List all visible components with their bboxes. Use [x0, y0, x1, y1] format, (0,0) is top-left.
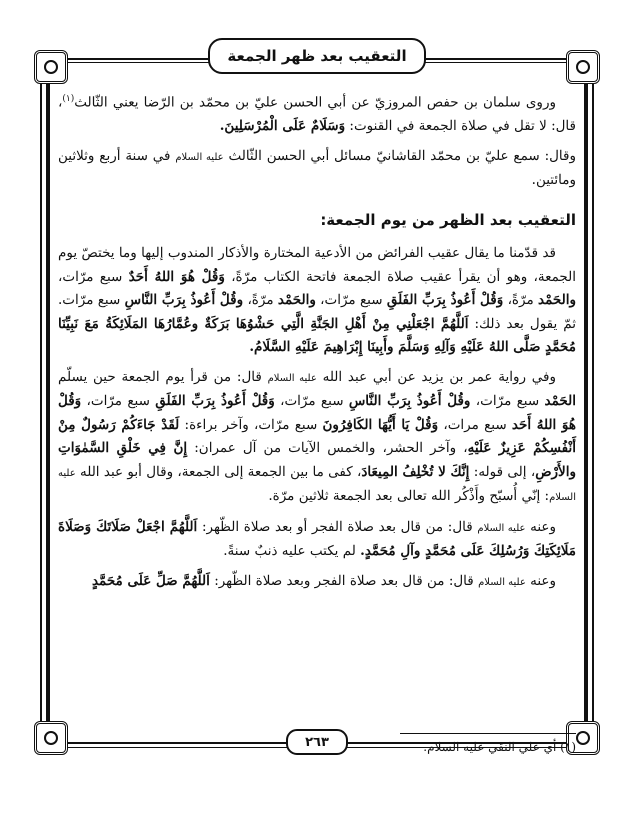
paragraph [58, 570, 576, 595]
text: سبع مرّات، [86, 393, 150, 409]
paragraph [58, 88, 576, 139]
text: قال: من قرأ يوم الجمعة حين يسلّم [58, 368, 262, 385]
text: : [544, 488, 550, 504]
ornament-corner-icon [566, 50, 600, 84]
paragraph [58, 516, 576, 564]
quote: والحَمْد [277, 292, 316, 308]
honorific-glyph: عليه السلام [477, 522, 526, 534]
text: قال: من قال بعد صلاة الفجر أو بعد صلاة الظّهر: [201, 518, 473, 535]
quote: الحَمْد [544, 393, 576, 409]
text: سبع مرّات. ثمّ يقول بعد ذلك: [58, 292, 576, 332]
ornament-corner-icon [34, 50, 68, 84]
quote: وَقُلْ هُوَ اللهُ أَحَد [58, 393, 577, 433]
honorific-glyph: عليه السلام [267, 372, 317, 384]
honorific-glyph: عليه السلام [478, 576, 526, 588]
text: سبع مرّات، [58, 268, 123, 285]
text: سبع مرّات، وآخر براءة: [184, 416, 318, 433]
quote: إِنَّكَ لا تُخْلِفُ المِيعَادَ [361, 463, 470, 480]
footnote-text: أي علي النقي عليه السلام. [423, 740, 557, 754]
quote: وقُلْ أَعُوذُ بِرَبِّ النَّاسِ [348, 393, 471, 409]
quote: وَقُلْ أَعُوذُ بِرَبِّ الفَلَقِ [155, 393, 275, 409]
footnote-ref[interactable]: (١) [62, 94, 75, 104]
text: وعنه [530, 572, 556, 589]
frame-right-border [584, 62, 594, 739]
paragraph [58, 242, 576, 360]
section-heading: التعقيب بعد الظهر من يوم الجمعة: [320, 210, 576, 229]
quote: إنّي أُسبّح وأَذْكُر الله تعالى بعد الجمعة ثلاثين مرّة. [268, 488, 541, 504]
text: سبع مرّات، [320, 292, 383, 308]
quote: وَقُلْ يَا أَيُّهَا الكَافِرُونَ [322, 416, 439, 433]
text: سبع مرّات، [475, 393, 540, 409]
quote: وَسَلَامٌ عَلَى الْمُرْسَلِينَ. [219, 118, 346, 134]
quote: وقُلْ أَعُوذُ بِرَبِّ النَّاسِ [124, 292, 244, 308]
text: ، كفى ما بين الجمعة إلى الجمعة، وقال أبو عبد الله [79, 463, 362, 480]
frame-left-border [40, 62, 50, 739]
text: ، قال: لا تقل في صلاة الجمعة في القنوت: [58, 94, 576, 134]
header-title: التعقيب بعد ظهر الجمعة [227, 47, 407, 65]
text: في سنة أربع وثلاثين ومائتين. [58, 147, 576, 188]
text: مرّةً، [247, 292, 274, 308]
text: وعنه [530, 518, 557, 535]
quote: إِنَّ فِي خَلْقِ السَّمٰوَاتِ والأَرْضِ [58, 440, 577, 480]
footnote-marker: (١) [560, 740, 576, 754]
text: لم يكتب عليه ذنبٌ سنةً. [223, 543, 356, 559]
text: سبع مرات، [443, 416, 507, 433]
text: سبع مرّات، [280, 393, 344, 409]
page-number: ٢٦٣ [305, 734, 329, 750]
text: قال: من قال بعد صلاة الفجر وبعد صلاة الظّهر: [214, 572, 474, 589]
quote: والحَمْد [537, 292, 576, 308]
paragraph [58, 145, 576, 193]
quote: وَقُلْ أَعُوذُ بِرَبِّ الفَلَقِ [386, 292, 504, 308]
quote: اَللَّهُمَّ صَلِّ عَلَى مُحَمَّدٍ [91, 572, 210, 589]
footnote-separator [400, 733, 576, 734]
paragraph [58, 366, 576, 510]
quote: اَللَّهُمَّ اجْعَلْنِي مِنْ أَهْلِ الجَنَّةِ الَّتِي حَشْوُهَا بَرَكَةٌ وعُمَّارُهَا المَلَائِكَةُ مَعَ نَبِيِّنَا مُحَمَّدٍ صَلَّى اللهُ عَلَيْهِ وَآلِهِ وَسَلَّمَ وأَبِينَا إِبْرَاهِيمَ عَلَيْهِ السَّلَامُ. [58, 315, 576, 355]
page-body [58, 88, 576, 600]
text: مرّةً، [507, 292, 534, 308]
page-number-box [286, 729, 348, 755]
quote: اَللَّهُمَّ اجْعَلْ صَلَاتَكَ وَصَلَاةَ مَلَائِكَتِكَ وَرُسُلِكَ عَلَى مُحَمَّدٍ وآلِ مُحَمَّدٍ. [58, 518, 576, 559]
quote: وَقُلْ هُوَ اللهُ أَحَدٌ [128, 268, 225, 285]
honorific-glyph: عليه السلام [175, 151, 224, 163]
text: وفي رواية عمر بن يزيد عن أبي عبد الله [322, 368, 556, 385]
text: وروى سلمان بن حفص المروزيّ عن أبي الحسن عليّ بن محمّد بن الرّضا يعني الثّالث [74, 94, 556, 111]
text: ، وآخر الحشر، والخمس الآيات من آل عمران: [194, 440, 468, 456]
text: وقال: سمع عليّ بن محمّد القاشانيّ مسائل أبي الحسن الثّالث [228, 147, 577, 164]
text: ، إلى قوله: [473, 463, 536, 480]
quote: لَقَدْ جَاءَكُمْ رَسُولٌ مِنْ أَنْفُسِكُمْ عَزِيزٌ عَلَيْهِ [58, 416, 576, 456]
text: قد قدّمنا ما يقال عقيب الفرائض من الأدعية المختارة والأذكار المندوب إليها وما يختصّ يوم الجمعة، وهو أن يقرأ عقيب صلاة الجمعة فاتحة الكتاب مرّةً، [58, 245, 577, 285]
running-header [208, 38, 426, 74]
honorific-glyph: عليه السلام [58, 467, 576, 503]
